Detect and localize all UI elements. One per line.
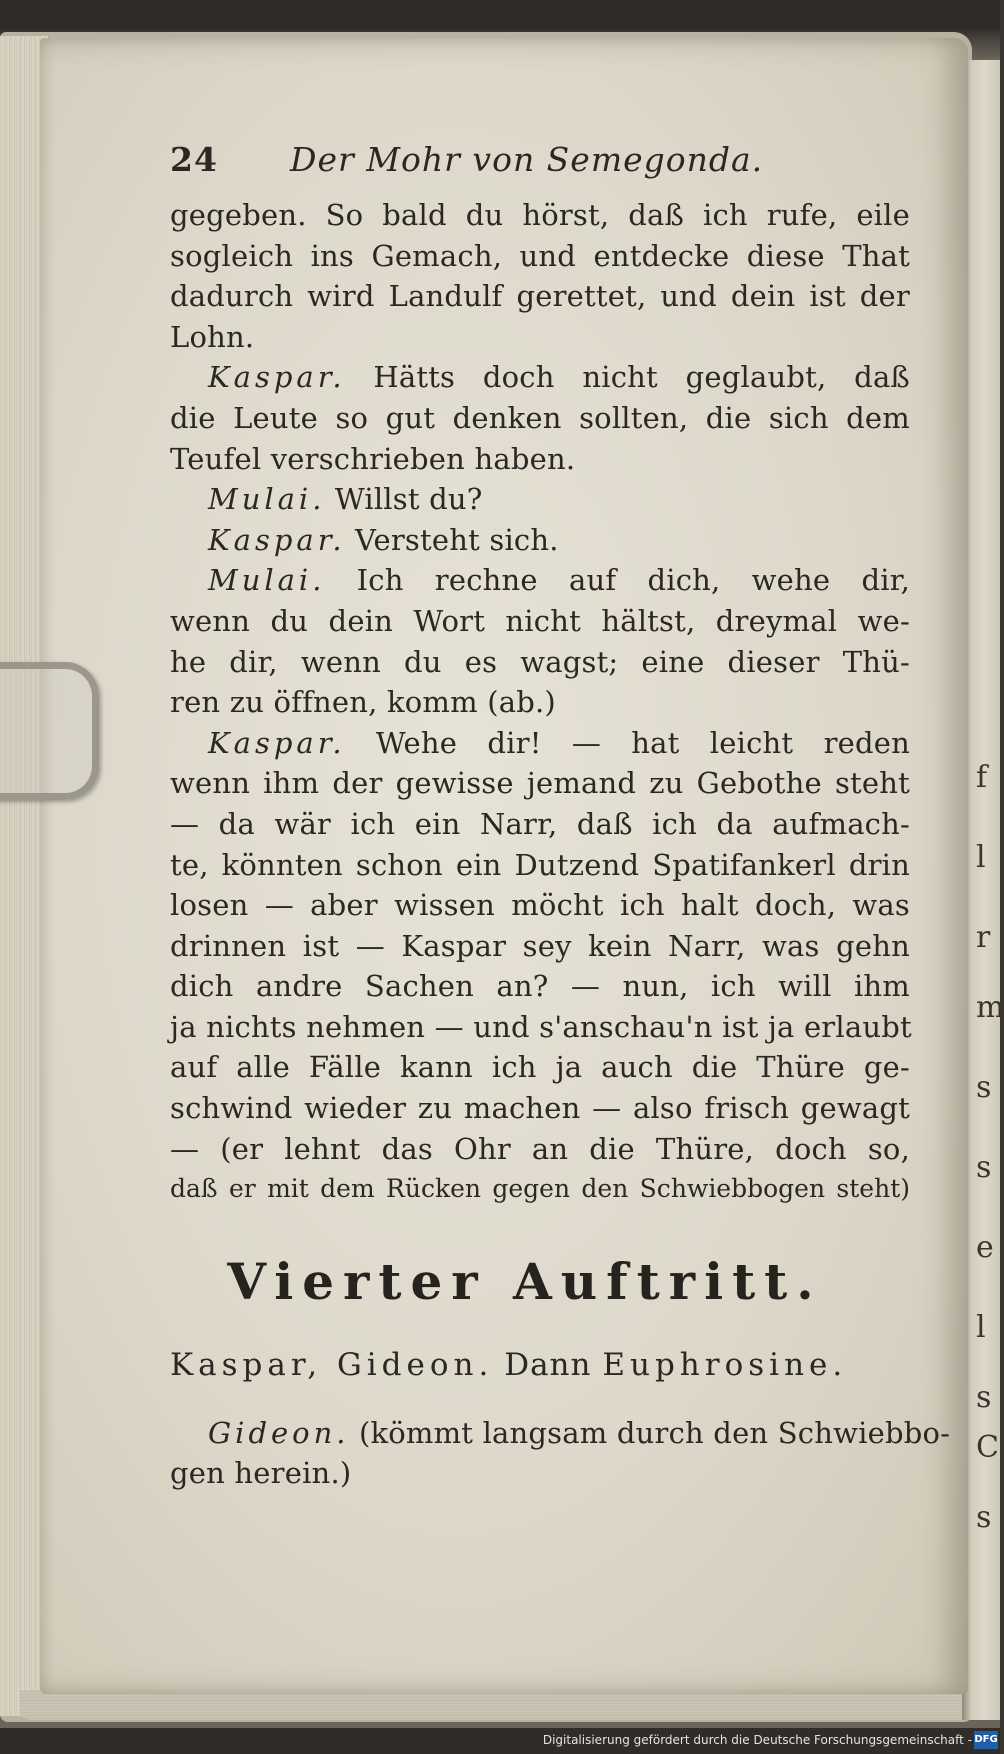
page-edges-bottom [20, 1690, 970, 1720]
text-line: wenn ihm der gewisse jemand zu Gebothe steht [170, 766, 910, 801]
paragraph-kaspar-1 [170, 357, 910, 479]
facing-page-fragment: r [976, 920, 991, 955]
cast-names: Kaspar, Gideon. [170, 1346, 494, 1383]
scene-heading: Vierter Auftritt. [227, 1251, 823, 1311]
line-text: Versteht sich. [355, 522, 559, 557]
text-line: dadurch wird Landulf gerettet, und dein ist der [170, 279, 910, 314]
running-head [170, 140, 910, 179]
paper-clip-icon [0, 662, 99, 800]
text-line: wenn du dein Wort nicht hältst, dreymal we- [170, 603, 910, 638]
facing-page-fragment: f [976, 760, 988, 795]
paragraph-mulai-1 [170, 479, 910, 520]
text-line: dich andre Sachen an? — nun, ich will ihm [170, 969, 910, 1004]
facing-page-fragment: s [976, 1380, 992, 1415]
line-text: Hätts doch nicht geglaubt, daß [373, 360, 910, 395]
speaker-name: Kaspar. [208, 360, 346, 395]
text-line: die Leute so gut denken sollten, die sich dem [170, 400, 910, 435]
text-line: gen herein.) [170, 1456, 352, 1491]
text-line: sogleich ins Gemach, und entdecke diese That [170, 238, 910, 273]
text-line [170, 560, 910, 601]
text-line: auf alle Fälle kann ich ja auch die Thüre ge- [170, 1050, 910, 1085]
paragraph-gideon [170, 1413, 951, 1494]
facing-page-fragment: s [976, 1070, 992, 1105]
facing-page-fragment: l [976, 840, 986, 875]
page-content [170, 140, 951, 1494]
footer-credit: Digitalisierung gefördert durch die Deutsche Forschungsgemeinschaft - [542, 1733, 972, 1747]
line-text: Ich rechne auf dich, wehe dir, [356, 563, 911, 598]
facing-page-fragment: C [976, 1430, 999, 1465]
text-line: daß er mit dem Rücken gegen den Schwiebbogen steht) [170, 1174, 910, 1204]
text-line [170, 1413, 951, 1454]
facing-page-fragment: m [976, 990, 1004, 1025]
paragraph-kaspar-2 [170, 520, 910, 561]
facing-page-fragment: e [976, 1230, 994, 1265]
text-line [170, 357, 910, 398]
facing-page-fragment: s [976, 1150, 992, 1185]
facing-page-fragment: l [976, 1310, 986, 1345]
text-line: ren zu öffnen, komm (ab.) [170, 685, 556, 720]
cast-then: Dann [504, 1346, 592, 1383]
speaker-name: Mulai. [208, 482, 326, 517]
paragraph-kaspar-3 [170, 723, 910, 1210]
text-line: — (er lehnt das Ohr an die Thüre, doch so, [170, 1131, 910, 1166]
paragraph-0 [170, 195, 910, 357]
speaker-name: Gideon. [208, 1415, 350, 1450]
cast-list [170, 1347, 910, 1383]
line-text: (kömmt langsam durch den Schwiebbo- [358, 1415, 951, 1450]
facing-page-fragment: s [976, 1500, 992, 1535]
text-line: ja nichts nehmen — und s'anschau'n ist ja erlaubt [170, 1009, 912, 1044]
cast-name-euphrosine: Euphrosine. [602, 1346, 848, 1383]
speaker-name: Mulai. [208, 563, 326, 598]
speaker-name: Kaspar. [208, 725, 346, 760]
text-line [170, 479, 910, 520]
paragraph-mulai-2 [170, 560, 910, 722]
text-line: — da wär ich ein Narr, daß ich da aufmach- [170, 806, 910, 841]
text-line: schwind wieder zu machen — also frisch gewagt [170, 1091, 910, 1126]
text-line: te, könnten schon ein Dutzend Spatifankerl drin [170, 847, 910, 882]
text-line: Lohn. [170, 319, 255, 354]
text-line: he dir, wenn du es wagst; eine dieser Thü- [170, 644, 910, 679]
text-line [170, 723, 910, 764]
page-number: 24 [170, 140, 218, 179]
dfg-logo-icon: DFG [974, 1731, 998, 1749]
text-line: drinnen ist — Kaspar sey kein Narr, was gehn [170, 928, 910, 963]
text-line: losen — aber wissen möcht ich halt doch, was [170, 888, 910, 923]
text-line: Teufel verschrieben haben. [170, 441, 576, 476]
text-line: gegeben. So bald du hörst, daß ich rufe, eile [170, 198, 910, 232]
speaker-name: Kaspar. [208, 522, 346, 557]
text-line [170, 520, 910, 561]
line-text: Willst du? [334, 482, 483, 517]
line-text: Wehe dir! — hat leicht reden [375, 725, 910, 760]
running-title: Der Mohr von Semegonda. [290, 140, 764, 179]
